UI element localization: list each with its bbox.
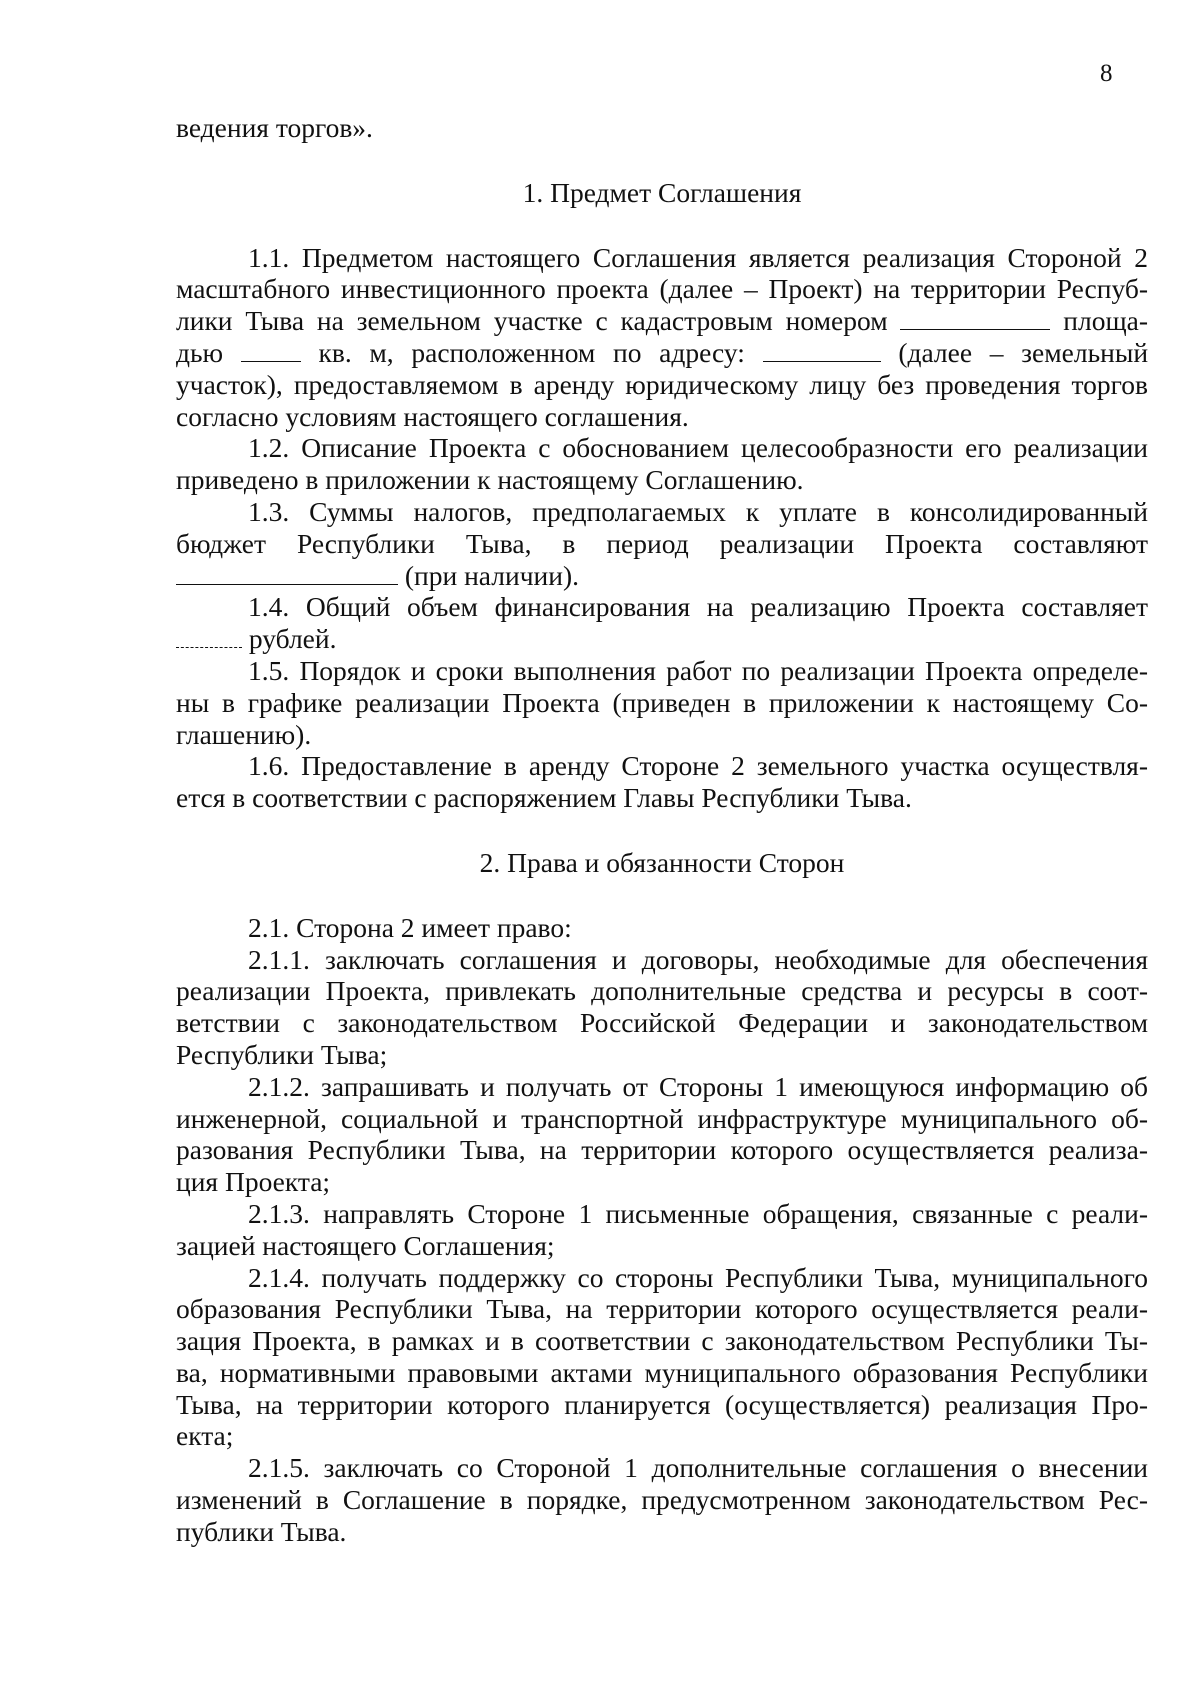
- clause-line: [176, 623, 1148, 655]
- clause-text: (при наличии).: [404, 559, 579, 591]
- clause-2-1: 2.1. Сторона 2 имеет право:: [248, 911, 572, 943]
- clause-line: публики Тыва.: [176, 1515, 347, 1547]
- clause-line: масштабного инвестиционного проекта (далее – Проект) на территории Респуб-: [176, 273, 1148, 305]
- section-2-heading: 2. Права и обязанности Сторон: [479, 846, 845, 878]
- clause-line: образования Республики Тыва, на территории которого осуществляется реали-: [176, 1293, 1148, 1325]
- clause-line: 2.1.2. запрашивать и получать от Стороны 1 имеющуюся информацию об: [248, 1070, 1148, 1102]
- clause-line: реализации Проекта, привлекать дополнительные средства и ресурсы в соот-: [176, 975, 1148, 1007]
- clause-line: изменений в Соглашение в порядке, предусмотренном законодательством Рес-: [176, 1484, 1148, 1516]
- clause-1-3: [176, 496, 1148, 591]
- clause-line: 2.1.5. заключать со Стороной 1 дополнительные соглашения о внесении: [248, 1452, 1148, 1484]
- clause-2-1-4: [176, 1262, 1148, 1453]
- clause-line: Тыва, на территории которого планируется (осуществляется) реализация Про-: [176, 1388, 1148, 1420]
- clause-line: приведено в приложении к настоящему Соглашению.: [176, 464, 804, 496]
- clause-1-4: [176, 591, 1148, 655]
- clause-line: ция Проекта;: [176, 1166, 331, 1198]
- clause-line: 1.4. Общий объем финансирования на реализацию Проекта составляет: [248, 591, 1148, 623]
- intro-line: ведения торгов».: [176, 112, 373, 143]
- clause-line: Республики Тыва;: [176, 1038, 388, 1070]
- clause-line: ны в графике реализации Проекта (приведен в приложении к настоящему Со-: [176, 686, 1148, 718]
- clause-line: 1.1. Предметом настоящего Соглашения является реализация Стороной 2: [248, 241, 1148, 273]
- clause-2-1-5: [176, 1452, 1148, 1547]
- clause-text: (далее – земельный: [898, 336, 1149, 368]
- clause-1-6: [176, 750, 1148, 814]
- clause-1-5: [176, 655, 1148, 750]
- clause-line: инженерной, социальной и транспортной инфраструктуре муниципального об-: [176, 1102, 1148, 1134]
- clause-line: глашению).: [176, 718, 312, 750]
- clause-line: зацией настоящего Соглашения;: [176, 1229, 555, 1261]
- clause-line: согласно условиям настоящего соглашения.: [176, 400, 689, 432]
- clause-text: лики Тыва на земельном участке с кадастровым номером: [176, 305, 888, 337]
- clause-line: [176, 560, 1148, 592]
- clause-text: дью: [176, 336, 224, 368]
- clause-line: [176, 337, 1148, 369]
- clause-line: 2.1.3. направлять Стороне 1 письменные обращения, связанные с реали-: [248, 1197, 1148, 1229]
- clause-2-1-2: [176, 1071, 1148, 1198]
- clause-line: участок), предоставляемом в аренду юридическому лицу без проведения торгов: [176, 368, 1148, 400]
- spacer: [176, 814, 1148, 847]
- spacer: [176, 879, 1148, 912]
- clause-line: ется в соответствии с распоряжением Главы Республики Тыва.: [176, 782, 912, 814]
- financing-amount-blank: [176, 623, 242, 648]
- clause-line: ва, нормативными правовыми актами муниципального образования Республики: [176, 1356, 1148, 1388]
- clause-line: 1.6. Предоставление в аренду Стороне 2 земельного участка осуществля-: [248, 750, 1148, 782]
- clause-text: кв. м, расположенном по адресу:: [318, 336, 745, 368]
- spacer: [176, 144, 1148, 177]
- clause-line: ветствии с законодательством Российской Федерации и законодательством: [176, 1007, 1148, 1039]
- clause-line: бюджет Республики Тыва, в период реализации Проекта составляют: [176, 527, 1148, 559]
- clause-line: 1.3. Суммы налогов, предполагаемых к уплате в консолидированный: [248, 495, 1148, 527]
- clause-1-2: [176, 432, 1148, 496]
- clause-1-1: [176, 242, 1148, 433]
- section-1-heading: 1. Предмет Соглашения: [522, 176, 802, 208]
- address-blank: [763, 337, 881, 362]
- clause-line: [176, 305, 1148, 337]
- tax-amount-blank: [176, 560, 398, 585]
- clause-line: 2.1.1. заключать соглашения и договоры, необходимые для обеспечения: [248, 943, 1148, 975]
- clause-line: екта;: [176, 1420, 234, 1452]
- spacer: [176, 209, 1148, 242]
- cadastral-number-blank: [900, 305, 1050, 330]
- clause-2-1-3: [176, 1198, 1148, 1262]
- clause-line: 2.1.4. получать поддержку со стороны Республики Тыва, муниципального: [248, 1261, 1148, 1293]
- clause-line: зация Проекта, в рамках и в соответствии с законодательством Республики Ты-: [176, 1325, 1148, 1357]
- document-body: [176, 112, 1148, 1548]
- area-blank: [241, 337, 301, 362]
- clause-line: разования Республики Тыва, на территории которого осуществляется реализа-: [176, 1134, 1148, 1166]
- clause-text: рублей.: [248, 623, 337, 655]
- clause-2-1-1: [176, 944, 1148, 1071]
- page-number: 8: [1100, 60, 1113, 87]
- clause-text: площа-: [1063, 305, 1149, 337]
- clause-line: 1.2. Описание Проекта с обоснованием целесообразности его реализации: [248, 432, 1148, 464]
- clause-line: 1.5. Порядок и сроки выполнения работ по реализации Проекта определе-: [248, 654, 1148, 686]
